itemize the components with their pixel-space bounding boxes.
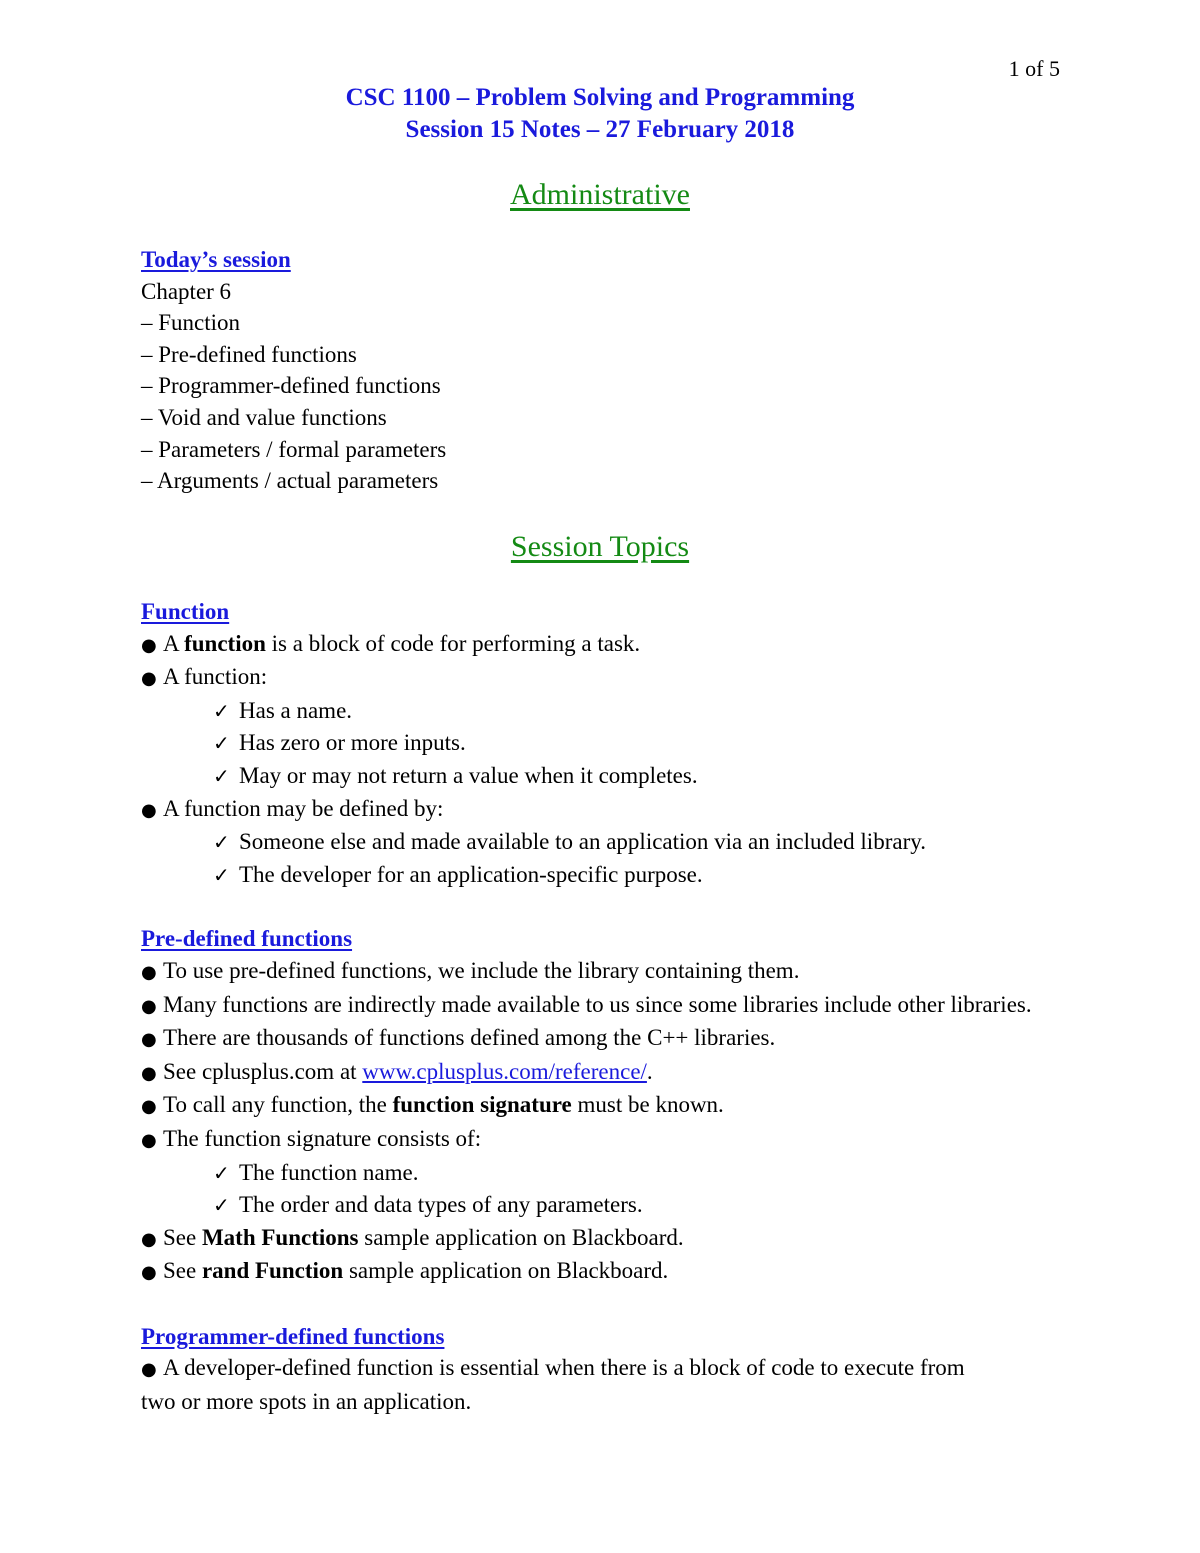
bullet-icon: ● — [141, 799, 157, 821]
function-heading: Function — [141, 599, 230, 624]
session-item: – Arguments / actual parameters — [141, 468, 439, 494]
list-item: ● To use pre-defined functions, we include the library containing them. — [141, 955, 1061, 989]
list-item: ● See rand Function sample application on Blackboard. — [141, 1255, 1061, 1289]
check-item: ✓ Someone else and made available to an application via an included library. — [141, 826, 993, 859]
bullet-icon: ● — [141, 1029, 157, 1051]
session-item: – Function — [141, 310, 241, 336]
bullet-icon: ● — [141, 634, 157, 656]
list-item: ● A function is a block of code for performing a task. — [141, 628, 1061, 662]
list-item: ● A function may be defined by: — [141, 793, 1061, 827]
todays-session-block — [141, 244, 1061, 497]
cplusplus-reference-link[interactable]: www.cplusplus.com/reference/ — [362, 1058, 647, 1084]
check-icon: ✓ — [213, 731, 230, 756]
check-item: ✓ May or may not return a value when it completes. — [141, 760, 1061, 793]
programmer-defined-functions-heading: Programmer-defined functions — [141, 1323, 445, 1349]
session-title: Session 15 Notes – 27 February 2018 — [405, 116, 795, 143]
bullet-icon: ● — [141, 1096, 157, 1118]
check-icon: ✓ — [213, 1193, 230, 1218]
session-item: – Programmer-defined functions — [141, 373, 441, 399]
bullet-icon: ● — [141, 995, 157, 1017]
course-title: CSC 1100 – Problem Solving and Programming — [345, 84, 855, 111]
list-item: ● There are thousands of functions defined among the C++ libraries. — [141, 1022, 1061, 1056]
list-item: ● A developer-defined function is essential when there is a block of code to execute from two or more spots in an application. — [141, 1355, 965, 1415]
list-item: ● See cplusplus.com at www.cplusplus.com/reference/. — [141, 1056, 1061, 1090]
bullet-icon: ● — [141, 1228, 157, 1250]
session-item: – Pre-defined functions — [141, 341, 357, 367]
bullet-icon: ● — [141, 1129, 157, 1151]
bullet-icon: ● — [141, 1359, 157, 1381]
check-item: ✓ The function name. — [141, 1157, 1061, 1190]
topics-block — [141, 596, 1061, 1418]
check-icon: ✓ — [213, 862, 230, 887]
list-item: ● A function: — [141, 661, 1061, 695]
list-item: ● To call any function, the function signature must be known. — [141, 1089, 1061, 1123]
bullet-icon: ● — [141, 961, 157, 983]
check-icon: ✓ — [213, 830, 230, 855]
session-topics-heading: Session Topics — [510, 530, 690, 563]
chapter-label: Chapter 6 — [141, 278, 232, 304]
check-item: ✓ Has a name. — [141, 695, 1061, 728]
administrative-heading: Administrative — [510, 178, 690, 211]
check-item: ✓ The order and data types of any parameters. — [141, 1189, 1061, 1222]
check-icon: ✓ — [213, 1160, 230, 1185]
check-item: ✓ Has zero or more inputs. — [141, 727, 1061, 760]
todays-session-heading: Today’s session — [141, 247, 291, 272]
check-icon: ✓ — [213, 698, 230, 723]
check-icon: ✓ — [213, 763, 230, 788]
bullet-icon: ● — [141, 1262, 157, 1284]
bullet-icon: ● — [141, 1062, 157, 1084]
session-item: – Void and value functions — [141, 404, 387, 430]
page-number: 1 of 5 — [1008, 56, 1060, 81]
predefined-functions-heading: Pre-defined functions — [141, 926, 353, 952]
session-item: – Parameters / formal parameters — [141, 436, 447, 462]
check-item: ✓ The developer for an application-specific purpose. — [141, 859, 1061, 892]
bullet-icon: ● — [141, 668, 157, 690]
list-item: ● See Math Functions sample application on Blackboard. — [141, 1222, 1061, 1256]
list-item: ● Many functions are indirectly made available to us since some libraries include other libraries. — [141, 989, 1046, 1023]
list-item: ● The function signature consists of: — [141, 1123, 1061, 1157]
